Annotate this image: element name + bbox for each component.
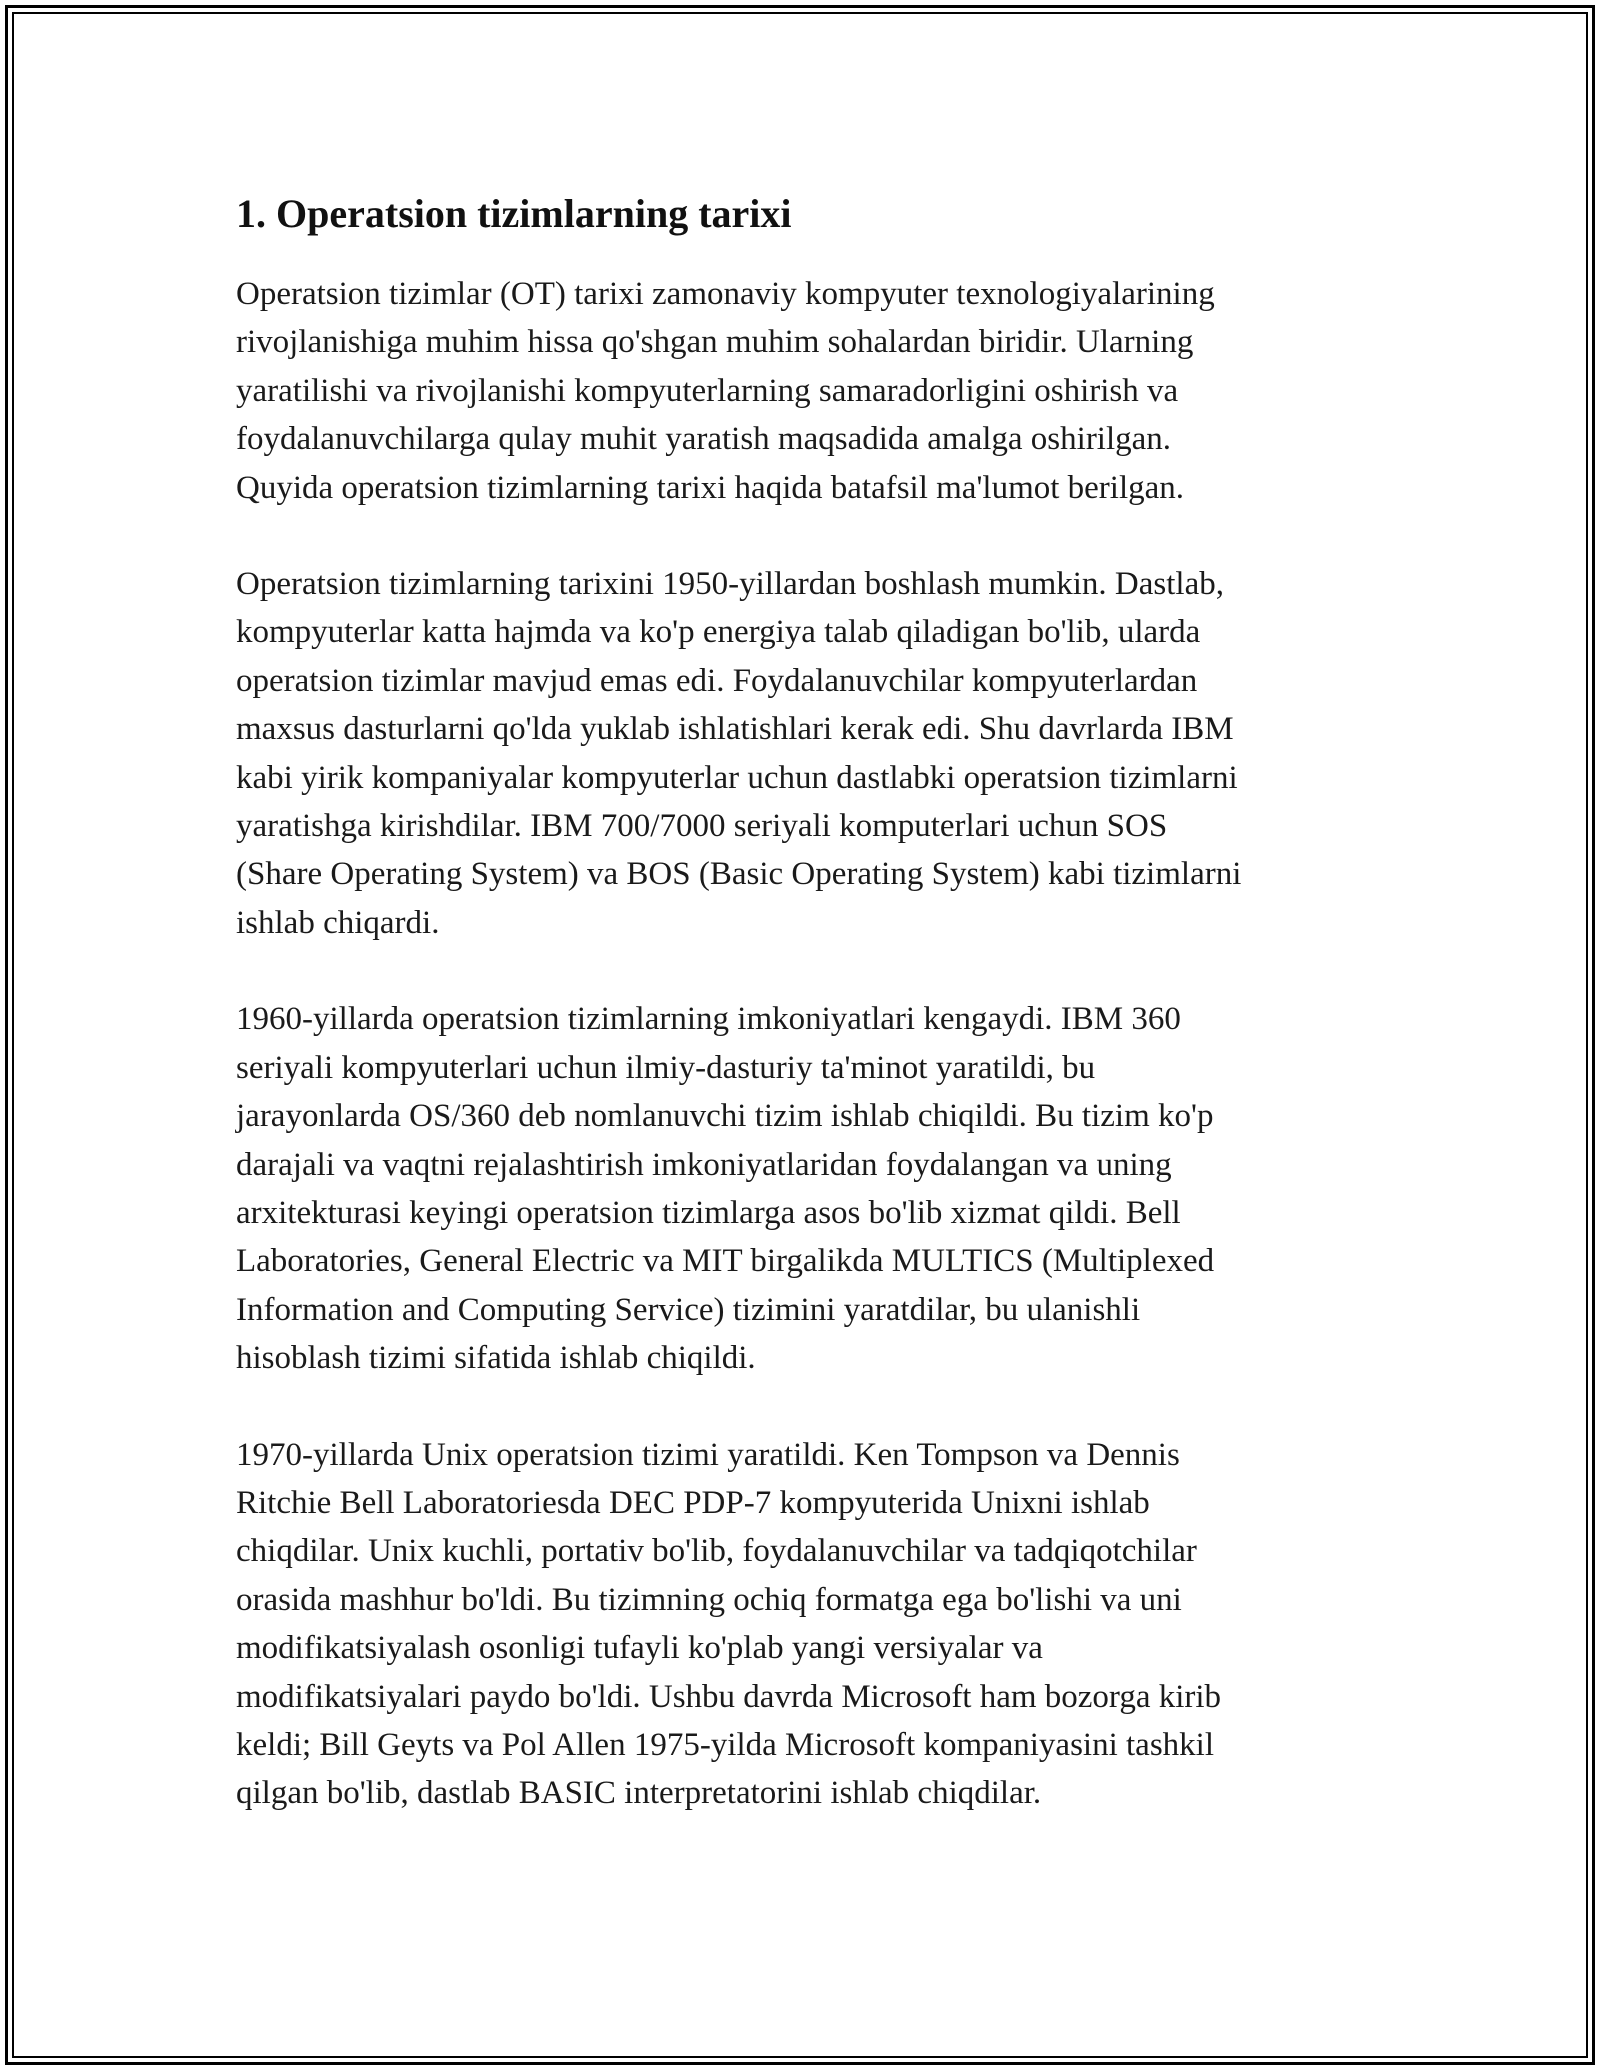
text-line: darajali va vaqtni rejalashtirish imkoniyatlaridan foydalangan va uning: [236, 1146, 1172, 1183]
document-body: [236, 186, 1366, 1866]
text-line: operatsion tizimlar mavjud emas edi. Foydalanuvchilar kompyuterlardan: [236, 662, 1198, 699]
text-line: rivojlanishiga muhim hissa qo'shgan muhim sohalardan biridir. Ularning: [236, 324, 1194, 361]
paragraph-intro: [236, 270, 1366, 512]
text-line: orasida mashhur bo'ldi. Bu tizimning ochiq formatga ega bo'lishi va uni: [236, 1581, 1182, 1618]
text-line: kompyuterlar katta hajmda va ko'p energiya talab qiladigan bo'lib, ularda: [236, 614, 1201, 651]
paragraph-1950s: [236, 560, 1366, 947]
text-line: foydalanuvchilarga qulay muhit yaratish maqsadida amalga oshirilgan.: [236, 421, 1172, 458]
text-line: ishlab chiqardi.: [236, 904, 440, 941]
text-line: jarayonlarda OS/360 deb nomlanuvchi tizim ishlab chiqildi. Bu tizim ko'p: [236, 1098, 1214, 1135]
text-line: 1970-yillarda Unix operatsion tizimi yaratildi. Ken Tompson va Dennis: [236, 1436, 1180, 1473]
paragraph-1970s: [236, 1431, 1366, 1818]
text-line: Laboratories, General Electric va MIT birgalikda MULTICS (Multiplexed: [236, 1243, 1215, 1280]
text-line: Operatsion tizimlar (OT) tarixi zamonaviy kompyuter texnologiyalarining: [236, 276, 1215, 312]
text-line: Information and Computing Service) tizimini yaratdilar, bu ulanishli: [236, 1291, 1141, 1328]
text-line: keldi; Bill Geyts va Pol Allen 1975-yilda Microsoft kompaniyasini tashkil: [236, 1726, 1214, 1763]
text-line: kabi yirik kompaniyalar kompyuterlar uchun dastlabki operatsion tizimlarni: [236, 759, 1238, 796]
text-line: seriyali kompyuterlari uchun ilmiy-dasturiy ta'minot yaratildi, bu: [236, 1049, 1096, 1086]
text-line: yaratilishi va rivojlanishi kompyuterlarning samaradorligini oshirish va: [236, 372, 1179, 409]
text-line: Quyida operatsion tizimlarning tarixi haqida batafsil ma'lumot berilgan.: [236, 469, 1185, 506]
paragraph-1960s: [236, 995, 1366, 1382]
text-line: chiqdilar. Unix kuchli, portativ bo'lib, foydalanuvchilar va tadqiqotchilar: [236, 1533, 1197, 1570]
text-line: hisoblash tizimi sifatida ishlab chiqildi.: [236, 1340, 756, 1377]
text-line: maxsus dasturlarni qo'lda yuklab ishlatishlari kerak edi. Shu davrlarda IBM: [236, 711, 1234, 748]
text-line: qilgan bo'lib, dastlab BASIC interpretatorini ishlab chiqdilar.: [236, 1775, 1042, 1812]
text-line: modifikatsiyalash osonligi tufayli ko'plab yangi versiyalar va: [236, 1630, 1043, 1667]
text-line: Operatsion tizimlarning tarixini 1950-yillardan boshlash mumkin. Dastlab,: [236, 566, 1224, 603]
text-line: Ritchie Bell Laboratoriesda DEC PDP-7 kompyuterida Unixni ishlab: [236, 1484, 1150, 1521]
text-line: (Share Operating System) va BOS (Basic Operating System) kabi tizimlarni: [236, 856, 1242, 893]
text-line: modifikatsiyalari paydo bo'ldi. Ushbu davrda Microsoft ham bozorga kirib: [236, 1678, 1222, 1715]
text-line: 1960-yillarda operatsion tizimlarning imkoniyatlari kengaydi. IBM 360: [236, 1001, 1181, 1038]
text-line: arxitekturasi keyingi operatsion tizimlarga asos bo'lib xizmat qildi. Bell: [236, 1194, 1181, 1231]
text-line: yaratishga kirishdilar. IBM 700/7000 seriyali komputerlari uchun SOS: [236, 808, 1168, 845]
section-heading: 1. Operatsion tizimlarning tarixi: [236, 191, 792, 236]
